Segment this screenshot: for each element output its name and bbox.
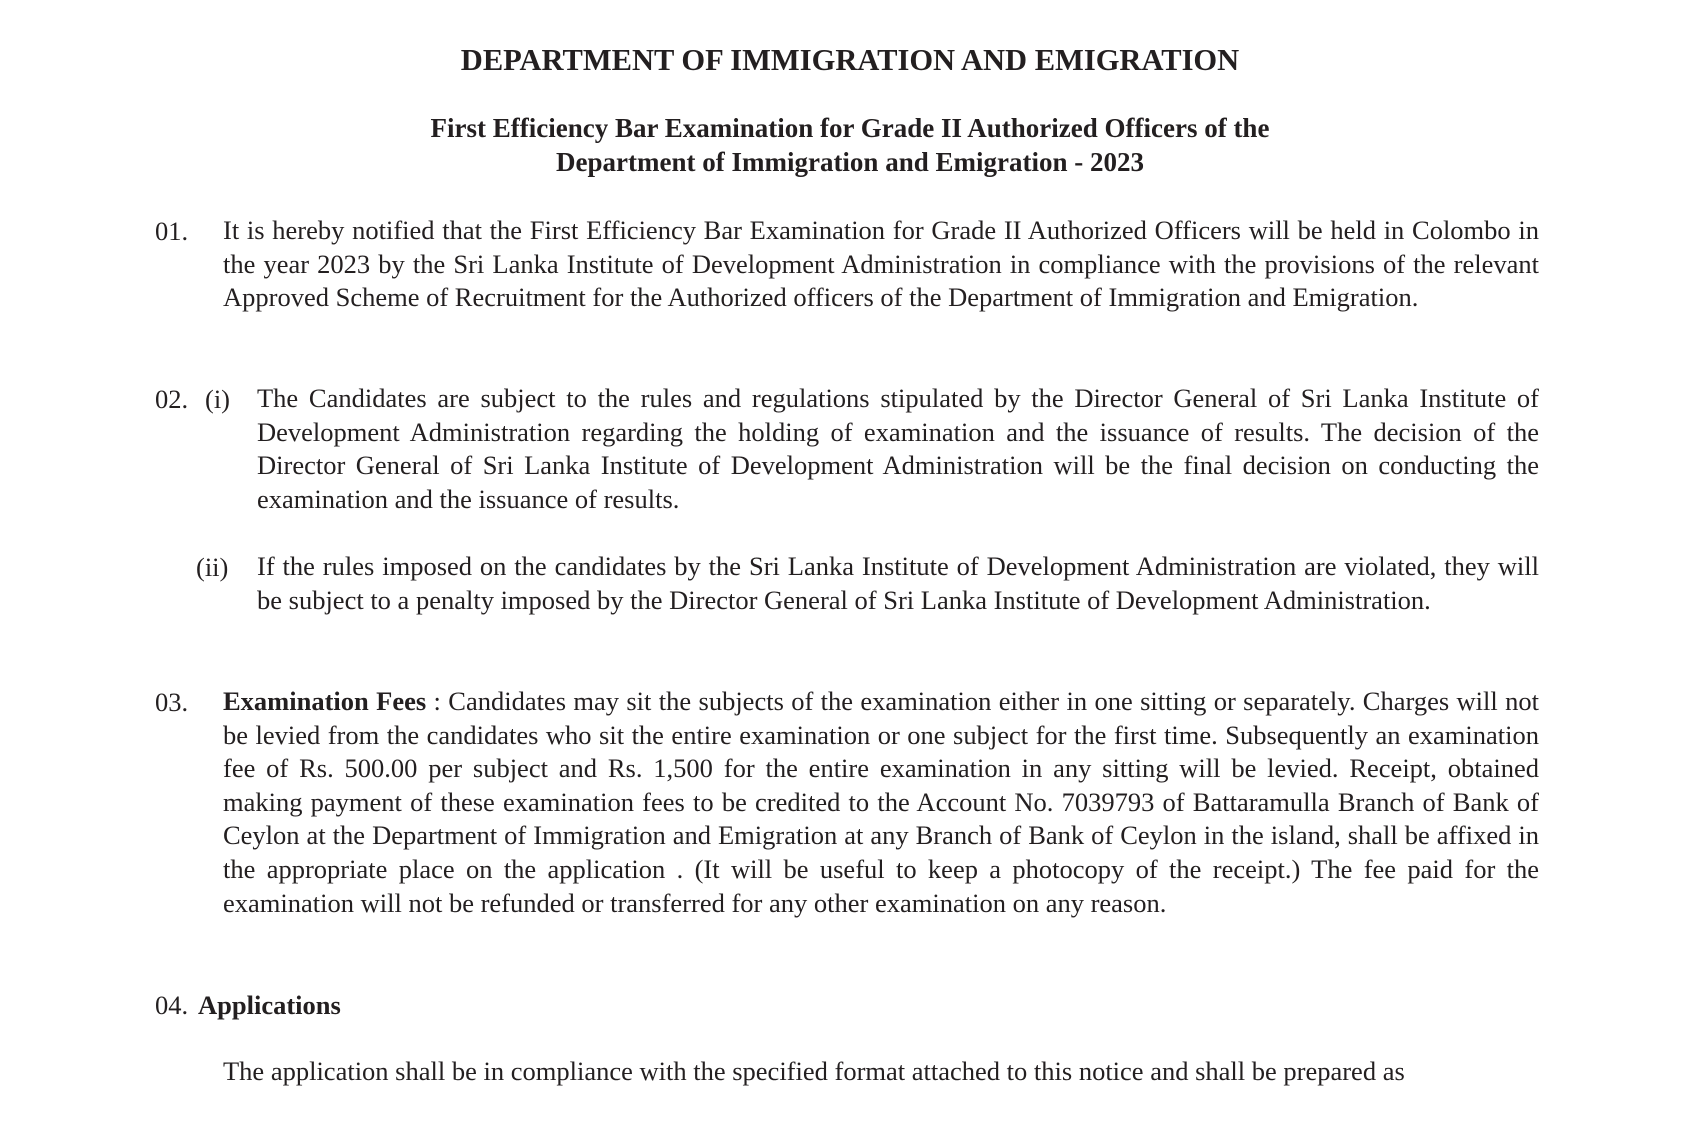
section-03-paragraph (223, 685, 1539, 920)
section-number-01: 01. (155, 216, 189, 246)
section-number-03: 03. (155, 687, 189, 717)
section-04-heading: Applications (198, 990, 341, 1020)
section-02-i-paragraph: The Candidates are subject to the rules and regulations stipulated by the Director General of Sri Lanka Institute of Development Administration regarding the holding of examination and the issuance of results. The decision of the Director General of Sri Lanka Institute of Development Administration will be the final decision on conducting the examination and the issuance of results. (257, 383, 1539, 514)
document-title: DEPARTMENT OF IMMIGRATION AND EMIGRATION (460, 43, 1240, 77)
section-01-paragraph: It is hereby notified that the First Efficiency Bar Examination for Grade II Authorized Officers will be held in Colombo in the year 2023 by the Sri Lanka Institute of Development Administration in compliance with the provisions of the relevant Approved Scheme of Recruitment for the Authorized officers of the Department of Immigration and Emigration. (223, 215, 1539, 313)
section-03-heading: Examination Fees (223, 686, 427, 716)
subsection-marker-i: (i) (205, 384, 231, 414)
section-03-text: : Candidates may sit the subjects of the examination either in one sitting or separately. Charges will not be levied from the candidates who sit the entire examination or one subject for the first time. Subsequently an examination fee of Rs. 500.00 per subject and Rs. 1,500 for the entire examination in any sitting will be levied. Receipt, obtained making payment of these examination fees to be credited to the Account No. 7039793 of Battaramulla Branch of Bank of Ceylon at the Department of Immigration and Emigration at any Branch of Bank of Ceylon in the island, shall be affixed in the appropriate place on the application . (It will be useful to keep a photocopy of the receipt.) The fee paid for the examination will not be refunded or transferred for any other examination on any reason. (223, 686, 1539, 918)
document-subtitle-line-1: First Efficiency Bar Examination for Grade II Authorized Officers of the (430, 113, 1270, 143)
section-number-02: 02. (155, 384, 189, 414)
section-04-paragraph: The application shall be in compliance with the specified format attached to this notice and shall be prepared as (223, 1056, 1405, 1086)
section-number-04: 04. (155, 990, 189, 1020)
document-subtitle-line-2: Department of Immigration and Emigration - 2023 (556, 147, 1144, 177)
subsection-marker-ii: (ii) (196, 552, 229, 582)
section-02-ii-paragraph: If the rules imposed on the candidates by the Sri Lanka Institute of Development Administration are violated, they will be subject to a penalty imposed by the Director General of Sri Lanka Institute of Development Administration. (257, 551, 1539, 615)
